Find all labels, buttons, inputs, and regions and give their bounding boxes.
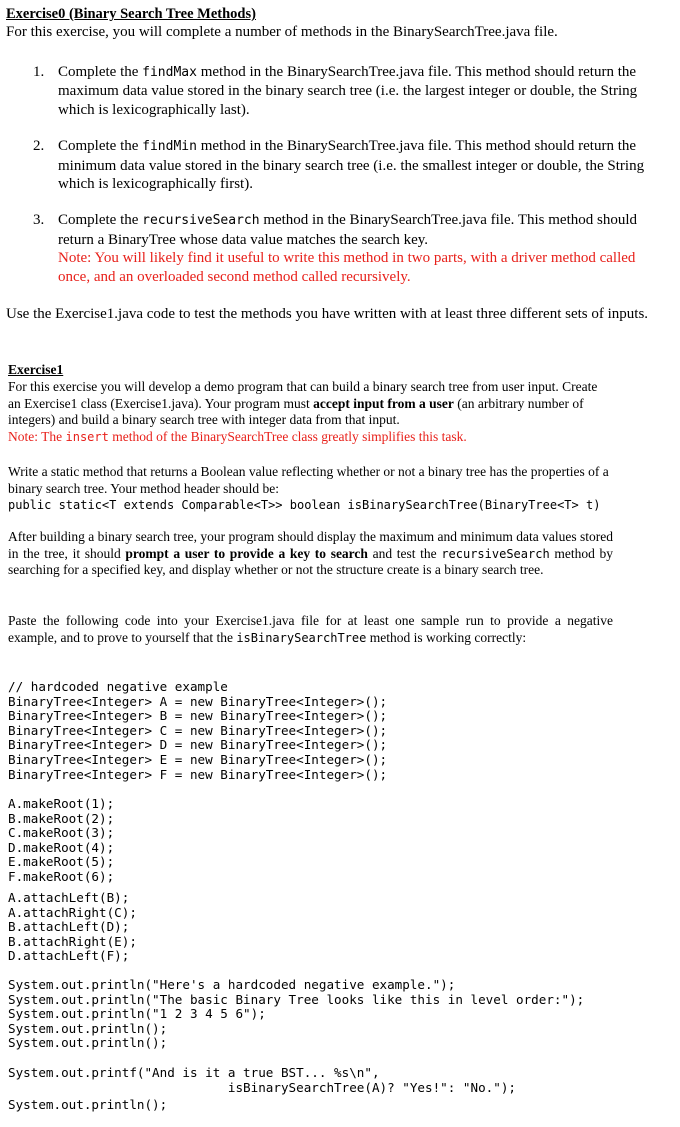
paste-code-paragraph: Paste the following code into your Exercise1.java file for at least one sample run to provide a negative example, and to prove to yourself that the isBinarySearchTree method is working correctly:: [8, 613, 613, 645]
task-list: [0, 63, 670, 286]
method-name: recursiveSearch: [142, 213, 260, 229]
method-name: findMax: [142, 65, 197, 80]
exercise0-title: Exercise0 (Binary Search Tree Methods): [6, 6, 256, 22]
code-block-declarations: // hardcoded negative example BinaryTree<Integer> A = new BinaryTree<Integer>(); BinaryTree<Integer> B = new BinaryTree<Integer>(); BinaryTree<Integer> C = new BinaryTree<Integer>(); BinaryTree<Integer> D = new BinaryTree<Integer>(); BinaryTree<Integer> E = new BinaryTree<Integer>(); BinaryTree<Integer> F = new BinaryTree<Integer>();: [8, 679, 388, 782]
build-tree-paragraph: After building a binary search tree, your program should display the maximum and minimum data values stored in the tree, it should prompt a user to provide a key to search and test the recursiveSearch method by searching for a specified key, and display whether or not the structure create is a binary search tree.: [8, 529, 614, 577]
method-header-code: public static<T extends Comparable<T>> boolean isBinarySearchTree(BinaryTree<T> t): [8, 498, 601, 512]
task-number: 1.: [33, 64, 45, 80]
exercise0-intro: For this exercise, you will complete a number of methods in the BinarySearchTree.java file.: [6, 24, 558, 40]
method-name: recursiveSearch: [441, 546, 550, 561]
code-block-println: System.out.println("Here's a hardcoded negative example."); System.out.println("The basic Binary Tree looks like this in level order:"); System.out.println("1 2 3 4 5 6"); System.out.println(); System.out.println();: [8, 977, 585, 1051]
use-exercise1-paragraph: Use the Exercise1.java code to test the methods you have written with at least three different sets of inputs.: [6, 306, 649, 322]
task-item: 3. Complete the recursiveSearch method in the BinarySearchTree.java file. This method should return a BinaryTree whose data value matches the search key. Note: You will likely find it useful to write this method in two parts, with a driver method called once, and an overloaded second method called recursively.: [33, 212, 637, 285]
task-number: 2.: [33, 138, 45, 155]
task-item: 1. Complete the findMax method in the BinarySearchTree.java file. This method should return the maximum data value stored in the binary search tree (i.e. the largest integer or double, the String which is lexicographically last).: [33, 64, 638, 118]
exercise1-description: For this exercise you will develop a demo program that can build a binary search tree from user input. Create an Exercise1 class (Exercise1.java). Your program must accept input from a user (an arbitrary number of integers) and build a binary search tree with integer data from that input. Note: The insert method of the BinarySearchTree class greatly simplifies this task.: [8, 379, 598, 444]
static-method-paragraph: Write a static method that returns a Boolean value reflecting whether or not a binary tree has the properties of a binary search tree. Your method header should be: public static<T extends Comparable<T>> boolean isBinarySearchTree(BinaryTree<T> t): [8, 464, 609, 512]
insert-note: Note: The insert method of the BinarySearchTree class greatly simplifies this task.: [8, 428, 467, 444]
task-number: 3.: [33, 212, 45, 229]
method-name: isBinarySearchTree: [236, 630, 367, 645]
code-block-make-root: A.makeRoot(1); B.makeRoot(2); C.makeRoot(3); D.makeRoot(4); E.makeRoot(5); F.makeRoot(6);: [8, 796, 115, 884]
code-block-attach: A.attachLeft(B); A.attachRight(C); B.attachLeft(D); B.attachRight(E); D.attachLeft(F);: [8, 890, 137, 964]
task-note: Note: You will likely find it useful to write this method in two parts, with a driver method called once, and an overloaded second method called recursively.: [58, 250, 636, 285]
method-name: findMin: [142, 139, 197, 155]
task-item: 2. Complete the findMin method in the BinarySearchTree.java file. This method should return the minimum data value stored in the binary search tree (i.e. the smallest integer or double, the String which is lexicographically first).: [33, 138, 645, 193]
exercise1-title: Exercise1: [8, 362, 64, 377]
code-block-printf: System.out.printf("And is it a true BST... %s\n", isBinarySearchTree(A)? "Yes!": "No.");: [8, 1065, 516, 1095]
code-block-final-println: System.out.println();: [8, 1097, 168, 1112]
